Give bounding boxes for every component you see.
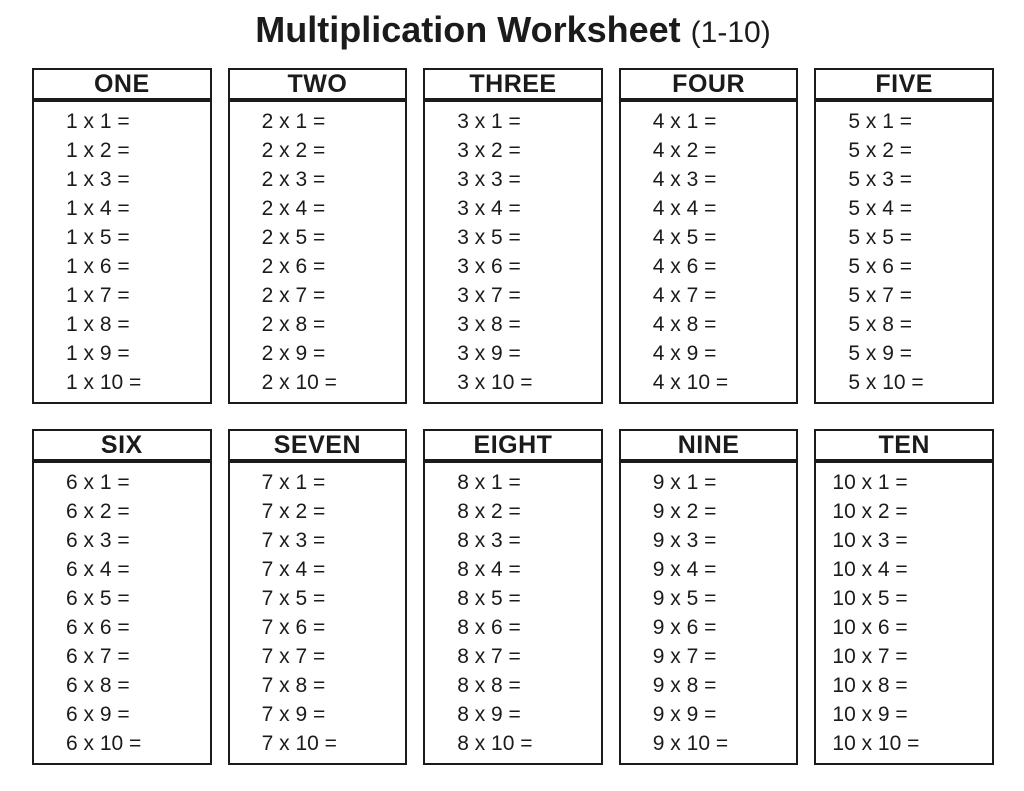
problem-row: 7 x 9 = [261,703,326,726]
card-header [34,431,210,463]
page-title [32,10,994,53]
problem-row: 1 x 5 = [66,226,130,249]
problem-row: 9 x 5 = [652,587,717,610]
problem-row: 7 x 6 = [261,616,326,639]
problem-row: 1 x 8 = [66,313,130,336]
card-title-label: TWO [287,69,348,98]
card-title-label: THREE [469,69,557,98]
times-table-card [32,68,212,404]
problem-row: 3 x 4 = [457,197,521,220]
problem-row: 3 x 6 = [457,255,521,278]
problem-list [621,468,797,758]
problem-row: 8 x 3 = [457,529,521,552]
problem-row: 7 x 4 = [261,558,326,581]
problem-row: 2 x 7 = [261,284,326,307]
problem-row: 4 x 10 = [652,371,729,394]
problem-row: 10 x 2 = [832,500,908,523]
problem-list [230,107,406,397]
card-title-label: TEN [878,430,930,459]
problem-row: 3 x 7 = [457,284,521,307]
problem-row: 1 x 10 = [66,371,142,394]
problem-row: 3 x 2 = [457,139,521,162]
problem-row: 2 x 9 = [261,342,326,365]
problem-row: 5 x 9 = [848,342,913,365]
problem-row: 2 x 3 = [261,168,326,191]
problem-row: 1 x 1 = [66,110,130,133]
card-title-label: FIVE [875,69,933,98]
problem-row: 6 x 2 = [66,500,130,523]
problem-list [425,468,601,758]
problem-row: 2 x 2 = [261,139,326,162]
problem-row: 2 x 1 = [261,110,326,133]
problem-row: 7 x 10 = [261,732,337,755]
problem-row: 5 x 8 = [848,313,913,336]
problem-row: 9 x 1 = [652,471,717,494]
times-table-card [619,68,799,404]
times-table-card [619,429,799,765]
problem-row: 7 x 8 = [261,674,326,697]
problem-row: 8 x 9 = [457,703,521,726]
card-header [230,70,406,102]
problem-row: 4 x 1 = [652,110,717,133]
problem-row: 5 x 1 = [848,110,913,133]
problem-row: 2 x 6 = [261,255,326,278]
card-header [621,431,797,463]
problem-row: 6 x 8 = [66,674,130,697]
problem-row: 1 x 4 = [66,197,130,220]
card-title-label: EIGHT [473,430,553,459]
problem-list [34,468,210,758]
problem-row: 10 x 10 = [832,732,920,755]
problem-row: 7 x 3 = [261,529,326,552]
problem-row: 7 x 2 = [261,500,326,523]
problem-row: 10 x 9 = [832,703,908,726]
times-table-card [814,429,994,765]
problem-row: 7 x 5 = [261,587,326,610]
problem-row: 9 x 10 = [652,732,729,755]
problem-list [425,107,601,397]
problem-row: 8 x 4 = [457,558,521,581]
problem-list [816,107,992,397]
problem-row: 10 x 8 = [832,674,908,697]
problem-row: 2 x 8 = [261,313,326,336]
card-body [621,102,797,402]
problem-row: 9 x 7 = [652,645,717,668]
problem-row: 5 x 7 = [848,284,913,307]
card-header [621,70,797,102]
card-body [425,463,601,763]
problem-row: 3 x 1 = [457,110,521,133]
problem-row: 10 x 7 = [832,645,908,668]
problem-row: 1 x 7 = [66,284,130,307]
page-title-main: Multiplication Worksheet [255,9,681,50]
problem-row: 5 x 3 = [848,168,913,191]
problem-row: 9 x 2 = [652,500,717,523]
problem-row: 8 x 8 = [457,674,521,697]
problem-row: 8 x 1 = [457,471,521,494]
card-header [816,70,992,102]
times-table-card [32,429,212,765]
problem-row: 9 x 6 = [652,616,717,639]
problem-row: 8 x 10 = [457,732,533,755]
card-body [621,463,797,763]
problem-row: 8 x 2 = [457,500,521,523]
problem-row: 6 x 9 = [66,703,130,726]
card-header [230,431,406,463]
problem-row: 3 x 10 = [457,371,533,394]
card-body [425,102,601,402]
times-table-card [228,68,408,404]
problem-row: 7 x 7 = [261,645,326,668]
problem-row: 5 x 2 = [848,139,913,162]
problem-row: 8 x 5 = [457,587,521,610]
problem-list [816,468,992,758]
problem-row: 5 x 6 = [848,255,913,278]
card-title-label: NINE [677,430,740,459]
problem-row: 10 x 6 = [832,616,908,639]
card-body [230,463,406,763]
times-table-card [814,68,994,404]
problem-row: 2 x 4 = [261,197,326,220]
problem-row: 9 x 9 = [652,703,717,726]
problem-row: 9 x 4 = [652,558,717,581]
card-body [34,463,210,763]
problem-row: 10 x 4 = [832,558,908,581]
problem-row: 5 x 10 = [848,371,924,394]
problem-row: 6 x 7 = [66,645,130,668]
problem-row: 6 x 1 = [66,471,130,494]
card-header [816,431,992,463]
problem-row: 5 x 5 = [848,226,913,249]
problem-row: 7 x 1 = [261,471,326,494]
times-table-card [423,429,603,765]
card-header [425,431,601,463]
problem-row: 2 x 10 = [261,371,337,394]
problem-row: 3 x 8 = [457,313,521,336]
problem-row: 4 x 6 = [652,255,717,278]
problem-row: 6 x 3 = [66,529,130,552]
problem-row: 4 x 9 = [652,342,717,365]
problem-row: 1 x 3 = [66,168,130,191]
problem-row: 10 x 1 = [832,471,908,494]
problem-row: 6 x 6 = [66,616,130,639]
card-header [425,70,601,102]
problem-row: 6 x 5 = [66,587,130,610]
problem-row: 1 x 9 = [66,342,130,365]
problem-list [621,107,797,397]
problem-row: 2 x 5 = [261,226,326,249]
problem-row: 3 x 9 = [457,342,521,365]
card-body [34,102,210,402]
problem-row: 1 x 6 = [66,255,130,278]
problem-row: 3 x 5 = [457,226,521,249]
problem-row: 5 x 4 = [848,197,913,220]
problem-row: 4 x 2 = [652,139,717,162]
problem-row: 10 x 5 = [832,587,908,610]
problem-list [34,107,210,397]
problem-row: 1 x 2 = [66,139,130,162]
problem-row: 4 x 3 = [652,168,717,191]
card-title-label: ONE [93,69,150,98]
problem-row: 6 x 10 = [66,732,142,755]
problem-row: 4 x 4 = [652,197,717,220]
problem-row: 10 x 3 = [832,529,908,552]
page-title-suffix: (1-10) [690,16,771,49]
problem-row: 4 x 8 = [652,313,717,336]
problem-row: 4 x 5 = [652,226,717,249]
times-table-card [228,429,408,765]
card-body [816,463,992,763]
problem-row: 6 x 4 = [66,558,130,581]
card-title-label: FOUR [672,69,745,98]
card-title-label: SIX [100,430,143,459]
problem-row: 3 x 3 = [457,168,521,191]
card-title-label: SEVEN [273,430,362,459]
card-header [34,70,210,102]
times-table-card [423,68,603,404]
card-body [230,102,406,402]
problem-row: 8 x 6 = [457,616,521,639]
problem-row: 9 x 3 = [652,529,717,552]
tables-grid [32,68,994,765]
problem-row: 4 x 7 = [652,284,717,307]
problem-row: 9 x 8 = [652,674,717,697]
card-body [816,102,992,402]
problem-list [230,468,406,758]
problem-row: 8 x 7 = [457,645,521,668]
